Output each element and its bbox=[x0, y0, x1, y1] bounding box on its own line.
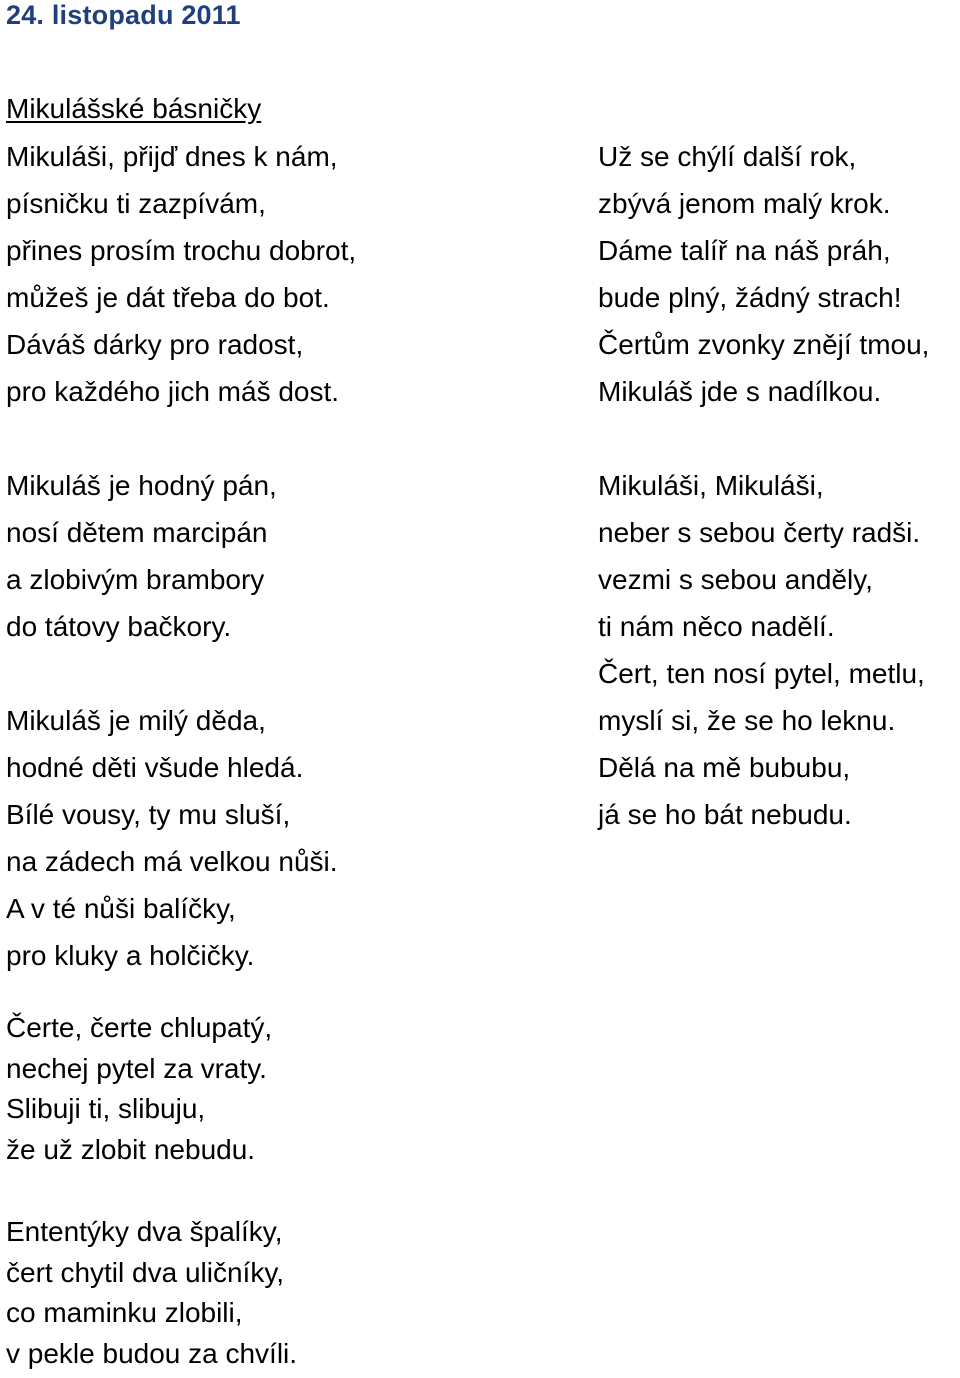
poem-line: co maminku zlobili, bbox=[6, 1297, 243, 1328]
poem-line: ti nám něco nadělí. bbox=[598, 611, 835, 642]
poem-line: Čertům zvonky znějí tmou, bbox=[598, 329, 930, 360]
poem-line: nechej pytel za vraty. bbox=[6, 1052, 267, 1084]
poem-line: Mikuláš je hodný pán, bbox=[6, 470, 277, 501]
poem-line: vezmi s sebou anděly, bbox=[598, 564, 873, 595]
poem-stanza-6 bbox=[598, 133, 929, 415]
poem-line: do tátovy bačkory. bbox=[6, 611, 232, 642]
poem-line: zbývá jenom malý krok. bbox=[598, 188, 891, 219]
poem-line: v pekle budou za chvíli. bbox=[6, 1337, 298, 1369]
poem-line: na zádech má velkou nůši. bbox=[6, 846, 338, 877]
poem-line: hodné děti všude hledá. bbox=[6, 752, 304, 783]
poem-line: Mikuláš jde s nadílkou. bbox=[598, 376, 882, 407]
poem-line: Dělá na mě bububu, bbox=[598, 752, 851, 783]
poem-stanza-2 bbox=[6, 462, 277, 650]
poem-line: a zlobivým brambory bbox=[6, 564, 265, 595]
poem-line: myslí si, že se ho leknu. bbox=[598, 705, 896, 736]
poem-line: pro každého jich máš dost. bbox=[6, 376, 340, 407]
poem-line: nosí dětem marcipán bbox=[6, 517, 268, 548]
poem-line: Mikuláši, přijď dnes k nám, bbox=[6, 141, 338, 172]
poem-line: A v té nůši balíčky, bbox=[6, 893, 236, 924]
poem-line: Ententýky dva špalíky, bbox=[6, 1216, 283, 1247]
poem-line: Mikuláši, Mikuláši, bbox=[598, 470, 824, 501]
poem-line: Bílé vousy, ty mu sluší, bbox=[6, 799, 291, 830]
poem-line: bude plný, žádný strach! bbox=[598, 282, 902, 313]
poem-line: Slibuji ti, slibuju, bbox=[6, 1093, 206, 1124]
poem-line: já se ho bát nebudu. bbox=[598, 799, 852, 830]
poem-stanza-1 bbox=[6, 133, 356, 415]
poem-line: Dáváš dárky pro radost, bbox=[6, 329, 304, 360]
poem-line: pro kluky a holčičky. bbox=[6, 940, 255, 971]
poem-stanza-5 bbox=[6, 1212, 297, 1374]
document-title: Mikulášské básničky bbox=[6, 93, 262, 124]
poem-line: přines prosím trochu dobrot, bbox=[6, 235, 357, 266]
poem-line: neber s sebou čerty radši. bbox=[598, 517, 921, 548]
poem-line: čert chytil dva uličníky, bbox=[6, 1256, 285, 1288]
poem-line: můžeš je dát třeba do bot. bbox=[6, 282, 330, 313]
poem-line: Čert, ten nosí pytel, metlu, bbox=[598, 658, 925, 689]
poem-line: Mikuláš je milý děda, bbox=[6, 705, 266, 736]
document-date: 24. listopadu 2011 bbox=[6, 0, 241, 30]
poem-line: Čerte, čerte chlupatý, bbox=[6, 1012, 273, 1043]
poem-line: Už se chýlí další rok, bbox=[598, 141, 857, 172]
poem-line: Dáme talíř na náš práh, bbox=[598, 235, 891, 266]
poem-line: písničku ti zazpívám, bbox=[6, 188, 266, 219]
poem-line: že už zlobit nebudu. bbox=[6, 1133, 256, 1165]
poem-stanza-4 bbox=[6, 1008, 272, 1170]
poem-stanza-3 bbox=[6, 697, 338, 979]
poem-stanza-7 bbox=[598, 462, 925, 838]
